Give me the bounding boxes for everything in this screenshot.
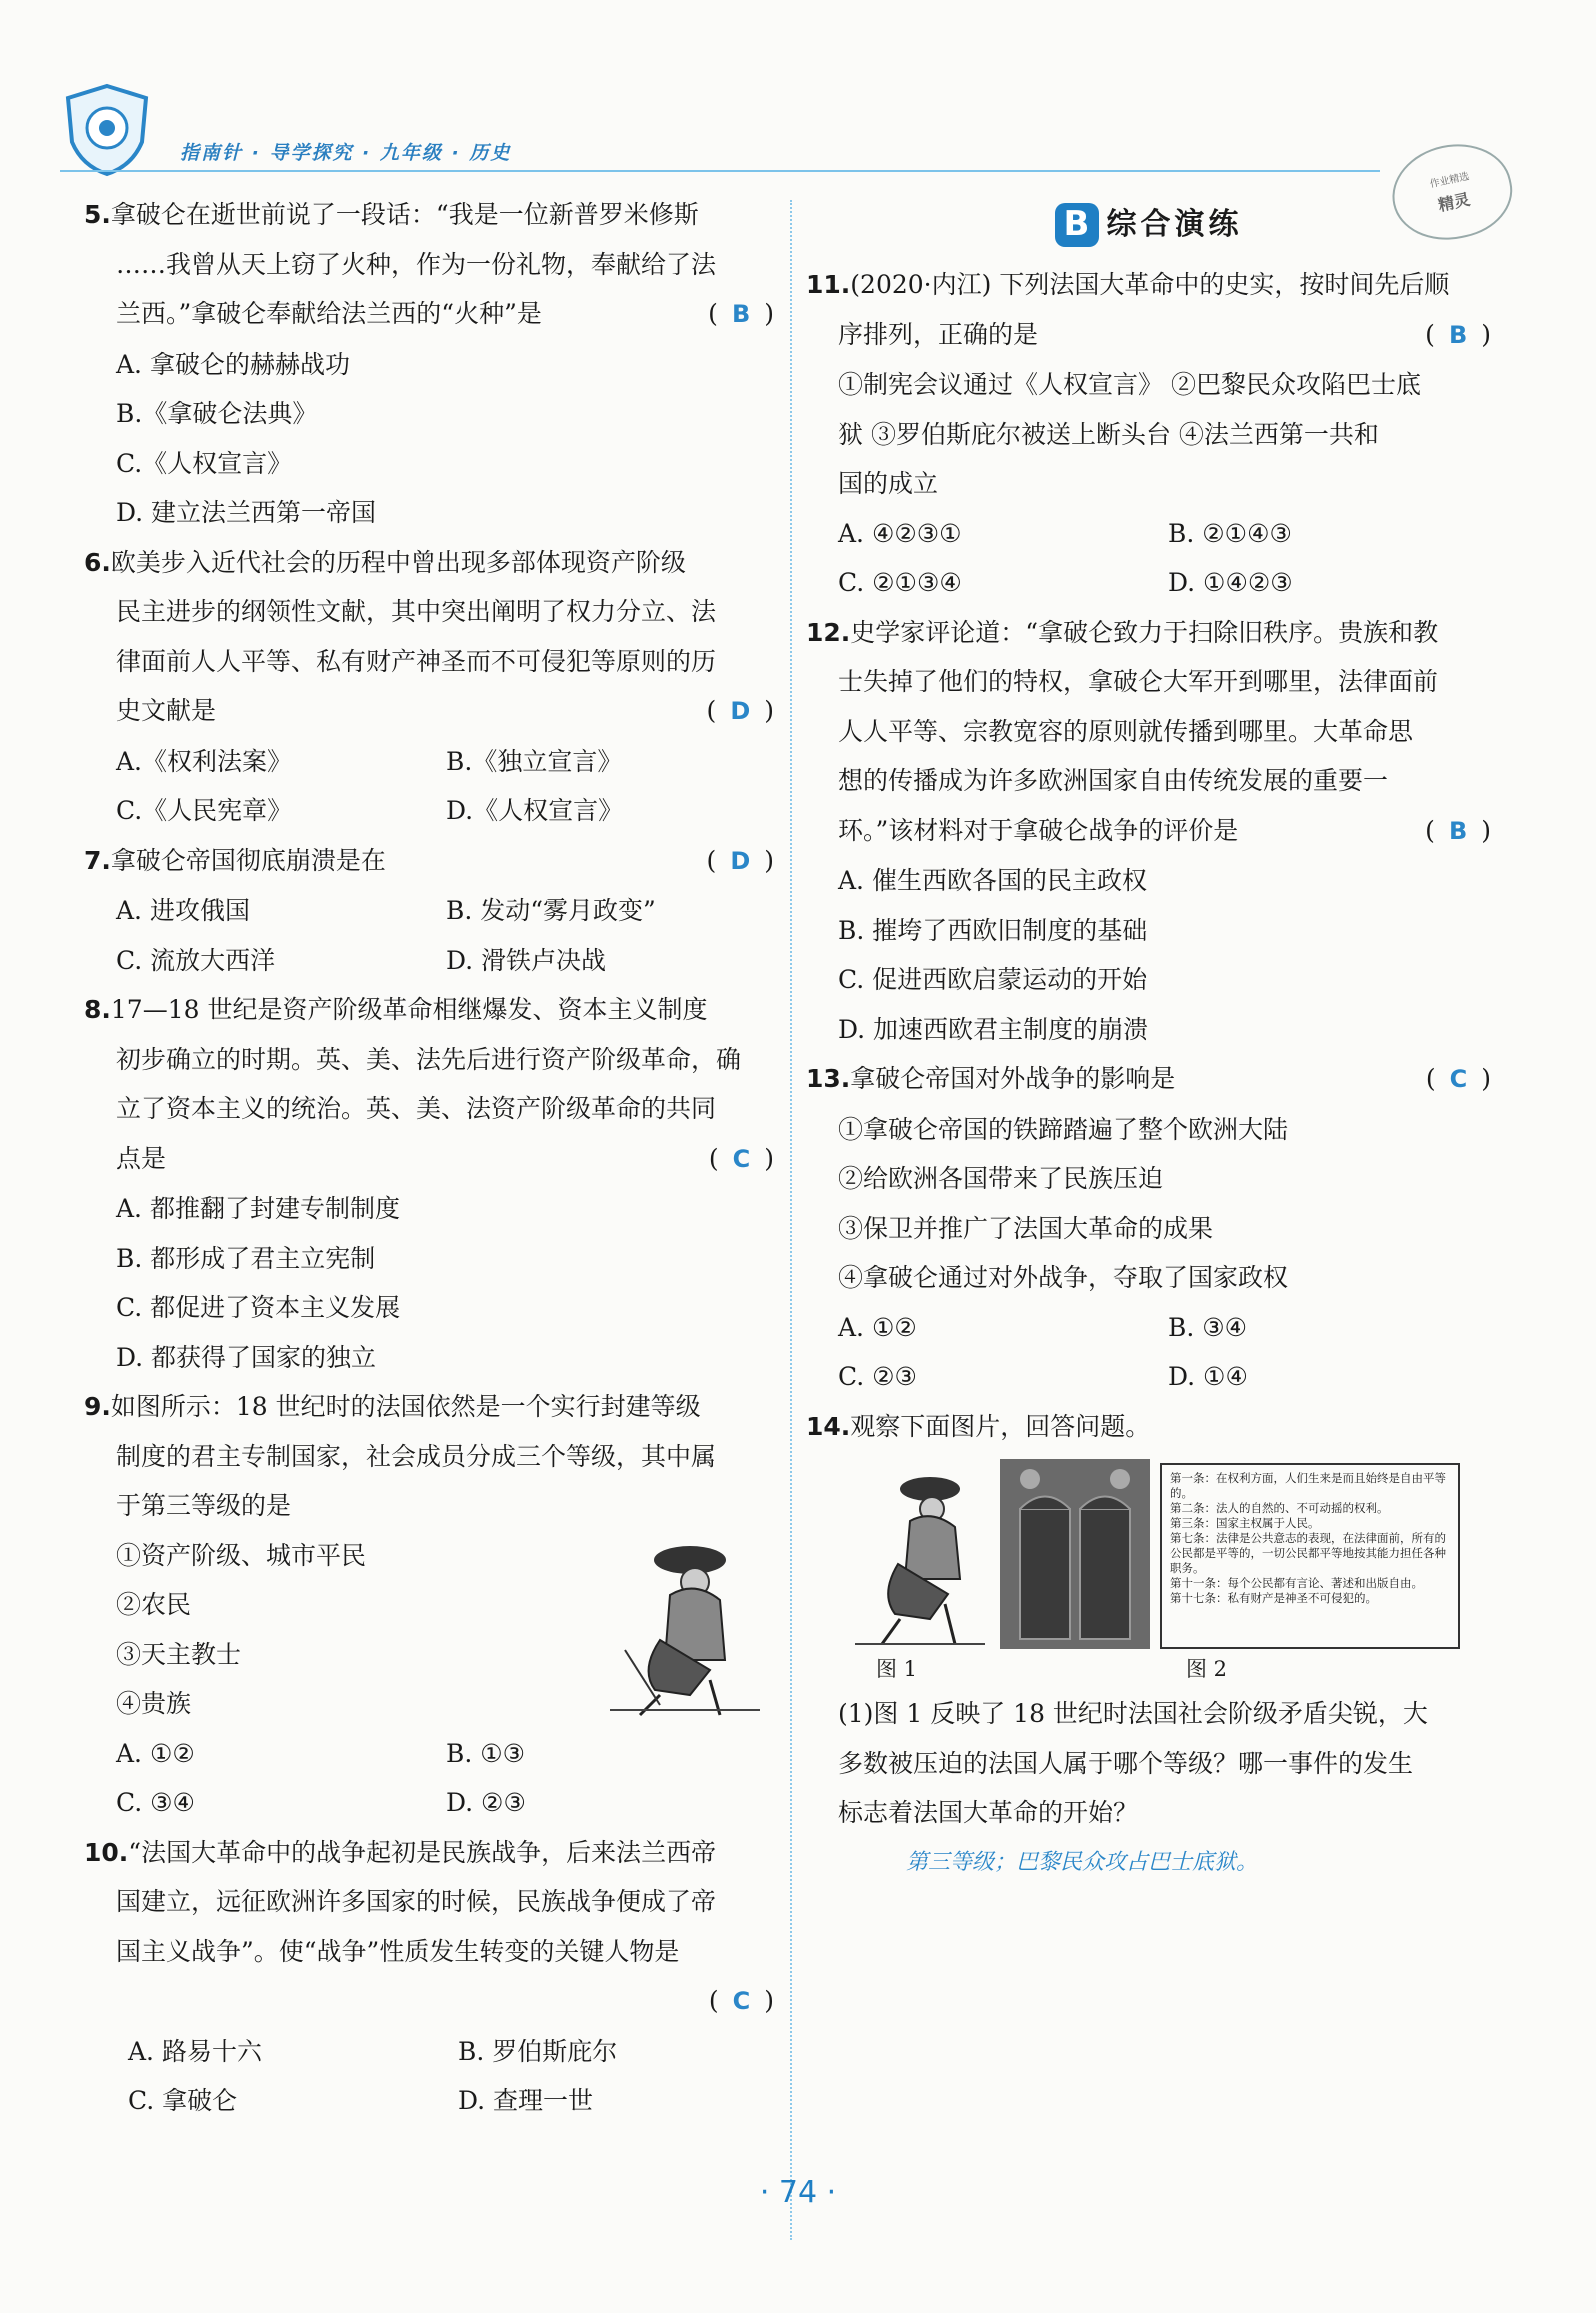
q8-option-a: A. 都推翻了封建专制制度 [116, 1194, 400, 1223]
q6-option-b: B.《独立宣言》 [446, 746, 623, 776]
q10-option-d: D. 查理一世 [458, 2086, 594, 2115]
q5-option-d: D. 建立法兰西第一帝国 [116, 498, 377, 527]
q8-answer: ( C ) [708, 1143, 774, 1173]
q12-stem-5: 环。”该材料对于拿破仑战争的评价是 [838, 815, 1239, 845]
q8-stem-3: 立了资本主义的统治。英、美、法资产阶级革命的共同 [116, 1094, 717, 1123]
q9-item-3: ③天主教士 [116, 1639, 242, 1669]
q5-option-c: C.《人权宣言》 [116, 448, 293, 478]
q13-option-d: D. ①④ [1168, 1362, 1248, 1391]
section-badge [1055, 200, 1243, 250]
q14-stem: 观察下面图片，回答问题。 [850, 1411, 1151, 1441]
q12-stem-3: 人人平等、宗教宽容的原则就传播到哪里。大革命思 [838, 716, 1414, 746]
q14-number: 14. [806, 1411, 851, 1441]
q13-option-c: C. ②③ [838, 1362, 917, 1391]
q9-option-a: A. ①② [116, 1738, 195, 1768]
q11-option-a: A. ④②③① [838, 518, 962, 548]
q7-option-a: A. 进攻俄国 [116, 896, 250, 925]
q12-option-d: D. 加速西欧君主制度的崩溃 [838, 1014, 1149, 1044]
q13-option-b: B. ③④ [1168, 1312, 1248, 1342]
q8-option-c: C. 都促进了资本主义发展 [116, 1293, 401, 1322]
q5-stem-2: ……我曾从天上窃了火种，作为一份礼物，奉献给了法 [116, 249, 717, 279]
q9-number: 9. [84, 1392, 111, 1421]
q7-option-d: D. 滑铁卢决战 [446, 945, 607, 975]
question-7 [84, 836, 774, 986]
q6-stem-1: 欧美步入近代社会的历程中曾出现多部体现资产阶级 [110, 547, 686, 577]
q11-number: 11. [806, 270, 851, 299]
q7-option-b: B. 发动“雾月政变” [446, 896, 656, 925]
question-8 [84, 985, 774, 1382]
section-badge-letter: B [1055, 203, 1099, 247]
q14-fig1-caption: 图 1 [876, 1657, 918, 1681]
q10-option-b: B. 罗伯斯庇尔 [458, 2036, 618, 2066]
question-14 [806, 1402, 1491, 1888]
q12-option-b: B. 摧垮了西欧旧制度的基础 [838, 915, 1148, 945]
stamp-line-1: 作业精选 [1428, 171, 1471, 191]
q14-sub1-line-1: (1)图 1 反映了 18 世纪时法国社会阶级矛盾尖锐，大 [838, 1699, 1428, 1728]
q9-option-b: B. ①③ [446, 1738, 526, 1768]
header-title: 指南针 · 导学探究 · 九年级 · 历史 [180, 142, 512, 164]
q6-number: 6. [84, 547, 111, 577]
left-column [84, 190, 774, 2126]
q9-option-c: C. ③④ [116, 1788, 195, 1817]
q13-option-a: A. ①② [838, 1312, 917, 1342]
q14-sub1-line-2: 多数被压迫的法国人属于哪个等级？哪一事件的发生 [838, 1748, 1414, 1778]
q13-item-3: ③保卫并推广了法国大革命的成果 [838, 1213, 1214, 1243]
q13-stem-1: 拿破仑帝国对外战争的影响是 [850, 1064, 1176, 1093]
q6-option-d: D.《人权宣言》 [446, 796, 624, 825]
section-title: 综合演练 [1106, 207, 1243, 243]
q10-answer: ( C ) [708, 1986, 774, 2015]
q9-item-1: ①资产阶级、城市平民 [116, 1540, 367, 1570]
q14-fig-text-5: 第十一条：每个公民都有言论、著述和出版自由。 [1170, 1576, 1423, 1590]
q8-option-b: B. 都形成了君主立宪制 [116, 1243, 376, 1273]
q9-item-4: ④贵族 [116, 1689, 192, 1718]
q5-stem-1: 拿破仑在逝世前说了一段话：“我是一位新普罗米修斯 [110, 200, 699, 229]
q14-figure-1-image [850, 1459, 990, 1649]
q14-fig2-caption: 图 2 [1186, 1657, 1228, 1681]
q11-stem-1: (2020·内江) 下列法国大革命中的史实，按时间先后顺 [850, 270, 1450, 299]
q14-fig-text-3: 第三条：国家主权属于人民。 [1170, 1516, 1320, 1530]
q10-stem-3: 国主义战争”。使“战争”性质发生转变的关键人物是 [116, 1936, 680, 1966]
question-5 [84, 190, 774, 538]
q9-stem-3: 于第三等级的是 [116, 1491, 292, 1520]
q13-number: 13. [806, 1064, 851, 1093]
q6-stem-3: 律面前人人平等、私有财产神圣而不可侵犯等原则的历 [116, 646, 717, 676]
question-12 [806, 608, 1491, 1055]
q14-sub1-answer: 第三等级；巴黎民众攻占巴士底狱。 [906, 1849, 1259, 1875]
q8-number: 8. [84, 995, 111, 1024]
q13-answer: ( C ) [1425, 1064, 1491, 1093]
q14-fig-text-1: 第一条：在权利方面，人们生来是而且始终是自由平等的。 [1170, 1471, 1446, 1500]
q8-stem-2: 初步确立的时期。英、美、法先后进行资产阶级革命，确 [116, 1044, 742, 1074]
q11-option-d: D. ①④②③ [1168, 568, 1293, 597]
q13-item-4: ④拿破仑通过对外战争，夺取了国家政权 [838, 1263, 1289, 1292]
q14-sub1-line-3: 标志着法国大革命的开始？ [838, 1798, 1139, 1827]
q12-option-c: C. 促进西欧启蒙运动的开始 [838, 965, 1148, 994]
q10-stem-1: “法国大革命中的战争起初是民族战争，后来法兰西帝 [128, 1837, 717, 1867]
question-13 [806, 1054, 1491, 1402]
section-header [806, 190, 1491, 260]
q12-stem-1: 史学家评论道：“拿破仑致力于扫除旧秩序。贵族和教 [850, 617, 1439, 647]
q13-item-1: ①拿破仑帝国的铁蹄踏遍了整个欧洲大陆 [838, 1114, 1289, 1144]
question-11 [806, 260, 1491, 608]
q14-figures [850, 1459, 1491, 1649]
q8-option-d: D. 都获得了国家的独立 [116, 1342, 377, 1372]
q11-option-b: B. ②①④③ [1168, 518, 1292, 548]
q5-number: 5. [84, 200, 111, 229]
column-divider [790, 200, 792, 2240]
right-column [806, 190, 1491, 1887]
q5-option-a: A. 拿破仑的赫赫战功 [116, 349, 350, 379]
q9-caricature-image [600, 1520, 770, 1720]
q14-figure-2-image [1000, 1459, 1150, 1649]
stamp-line-2: 精灵 [1436, 189, 1472, 215]
q9-stem-1: 如图所示：18 世纪时的法国依然是一个实行封建等级 [110, 1392, 701, 1421]
q8-stem-4: 点是 [116, 1143, 167, 1173]
q11-item-line-3: 国的成立 [838, 469, 939, 498]
q13-item-2: ②给欧洲各国带来了民族压迫 [838, 1164, 1164, 1193]
q7-option-c: C. 流放大西洋 [116, 945, 276, 975]
q9-item-2: ②农民 [116, 1590, 192, 1619]
q5-stem-3: 兰西。”拿破仑奉献给法兰西的“火种”是 [116, 299, 542, 328]
q11-item-line-2: 狱 ③罗伯斯庇尔被送上断头台 ④法兰西第一共和 [838, 419, 1379, 449]
q11-option-c: C. ②①③④ [838, 568, 962, 597]
question-10 [84, 1828, 774, 2126]
shield-logo-icon [62, 82, 152, 178]
q11-item-line-1: ①制宪会议通过《人权宣言》 ②巴黎民众攻陷巴士底 [838, 370, 1421, 399]
q6-stem-4: 史文献是 [116, 696, 217, 725]
q9-stem-2: 制度的君主专制国家，社会成员分成三个等级，其中属 [116, 1441, 717, 1471]
q6-option-a: A.《权利法案》 [116, 746, 293, 776]
q5-answer: ( B ) [708, 299, 774, 328]
q8-stem-1: 17—18 世纪是资产阶级革命相继爆发、资本主义制度 [110, 995, 708, 1024]
q7-stem-1: 拿破仑帝国彻底崩溃是在 [110, 845, 386, 875]
q6-answer: ( D ) [706, 696, 774, 725]
q6-option-c: C.《人民宪章》 [116, 796, 293, 825]
q11-answer: ( B ) [1425, 319, 1491, 349]
q12-number: 12. [806, 617, 851, 647]
page-number: · 74 · [759, 2175, 837, 2210]
q6-stem-2: 民主进步的纲领性文献，其中突出阐明了权力分立、法 [116, 597, 717, 626]
q10-option-c: C. 拿破仑 [128, 2086, 238, 2115]
q12-answer: ( B ) [1425, 815, 1491, 845]
q7-answer: ( D ) [706, 845, 774, 875]
q12-stem-2: 士失掉了他们的特权，拿破仑大军开到哪里，法律面前 [838, 667, 1439, 696]
q11-stem-2: 序排列，正确的是 [838, 319, 1039, 349]
question-6 [84, 538, 774, 836]
q14-fig-text-2: 第二条：法人的自然的、不可动摇的权利。 [1170, 1501, 1389, 1515]
q10-number: 10. [84, 1837, 129, 1867]
q10-stem-2: 国建立，远征欧洲许多国家的时候，民族战争便成了帝 [116, 1887, 717, 1916]
q14-fig-text-6: 第十七条：私有财产是神圣不可侵犯的。 [1170, 1591, 1377, 1605]
q12-option-a: A. 催生西欧各国的民主政权 [838, 866, 1147, 895]
q14-fig-text-4: 第七条：法律是公共意志的表现，在法律面前，所有的公民都是平等的，一切公民都平等地按其能力担任各种职务。 [1170, 1531, 1446, 1575]
header-rule [60, 170, 1380, 172]
q5-option-b: B.《拿破仑法典》 [116, 399, 318, 428]
q12-stem-4: 想的传播成为许多欧洲国家自由传统发展的重要一 [838, 766, 1389, 795]
q10-option-a: A. 路易十六 [128, 2036, 262, 2066]
q7-number: 7. [84, 845, 111, 875]
q9-option-d: D. ②③ [446, 1788, 526, 1817]
q14-declaration-textbox [1160, 1463, 1460, 1649]
